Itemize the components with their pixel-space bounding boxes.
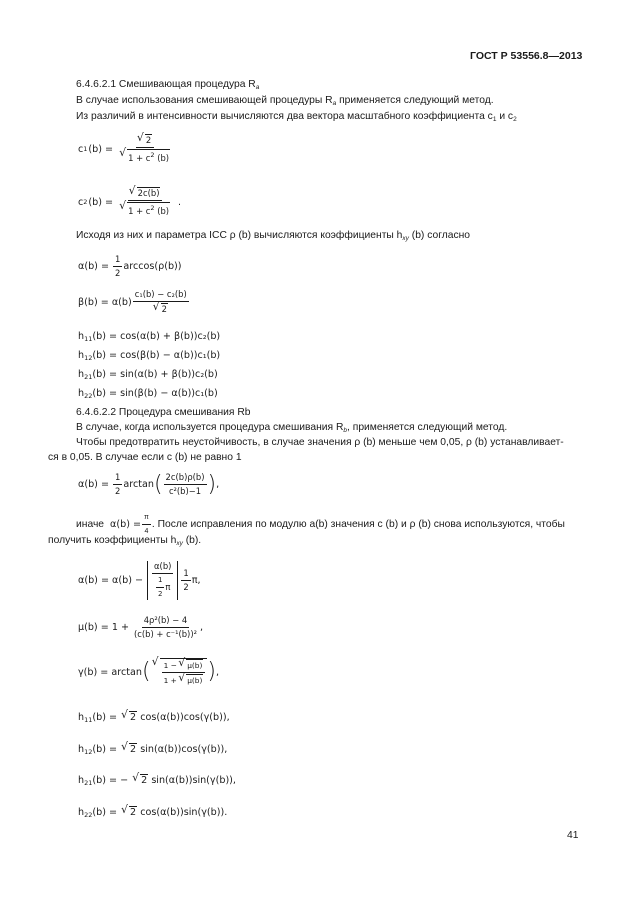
equation-mu: μ(b) = 1 + $\frac{\text{4ρ²(b) − 4}}{\text{(c(b) + c⁻¹(b))²}}$ , [78,615,204,639]
equation-h11-final: $h_{11}(b)$ =√ 2 cos(α(b))cos(γ(b)), [78,711,230,724]
equation-c1: c 1 (b) = √ 2 √ $1 + c^2$ (b) [78,134,173,164]
equation-c2: c 2 (b) = √ 2c(b) √ $1 + c^2$ (b) . [78,187,181,217]
equation-h12-final: $h_{12}(b)$ =√ 2 sin(α(b))cos(γ(b)), [78,743,227,756]
equation-h21: $h_{21}(b) = \sin(\alpha(b) + \beta(b))c_2(b)$ [78,369,218,381]
paragraph-line: ся в 0,05. В случае если c (b) не равно 1 [48,452,242,463]
section-heading-2: 6.4.6.2.2 Процедура смешивания Rb [76,407,251,418]
paragraph-line: Из различий в интенсивности вычисляются два вектора масштабного коэффициента $c_1$ и $c_2$ [76,111,517,123]
paragraph-line: Исходя из них и параметра ICC ρ (b) вычисляются коэффициенты $h_{xy}$ (b) согласно [76,230,471,242]
equation-h12: $h_{12}(b) = \cos(\beta(b) - \alpha(b))c_1(b)$ [78,350,221,362]
equation-beta: β(b) = α(b) c₁(b) − c₂(b) √ 2 [78,289,190,315]
equation-alpha-1: α(b) = $\frac{1}{2}$ arccos(ρ(b)) [78,254,182,278]
page-number: 41 [567,830,579,841]
paragraph-line: иначе α(b) = $\frac{\pi}{4}$ . После исправления по модулю a(b) значения c (b) и ρ (b) снова используются, чтобы [76,514,565,535]
equation-alpha-3: α(b) = α(b) − α(b) $\frac{1}{2}$ π $\frac{1}{2}$ π, [78,561,201,598]
paragraph-line: В случае использования смешивающей процедуры $R_a$ применяется следующий метод. [76,95,494,107]
paragraph-line: получить коэффициенты $h_{xy}$ (b). [48,535,202,547]
equation-h22-final: $h_{22}(b)$ =√ 2 cos(α(b))sin(γ(b)). [78,806,227,819]
paragraph-line: В случае, когда используется процедура смешивания $R_b$, применяется следующий метод. [76,422,508,434]
fraction: √ 2 √ $1 + c^2$ (b) [118,134,172,164]
equation-gamma: γ(b) = arctan ( √ $\frac{1 - √ \mu(b)}{1 + √ \mu(b)}$ ) , [78,658,219,686]
equation-h22: $h_{22}(b) = \sin(\beta(b) - \alpha(b))c_1(b)$ [78,388,218,400]
section-heading-1: 6.4.6.2.1 Смешивающая процедура $R_a$ [76,79,260,91]
document-header: ГОСТ Р 53556.8—2013 [470,50,583,62]
equation-h11: $h_{11}(b) = \cos(\alpha(b) + \beta(b))c_2(b)$ [78,331,221,343]
equation-alpha-2: α(b) = $\frac{1}{2}$ arctan ( $\frac{2c(b)\rho(b)}{\text{c²(b)−1}}$ ) , [78,471,220,497]
equation-h21-final: $h_{21}(b)$ = −√ 2 sin(α(b))sin(γ(b)), [78,774,236,787]
paragraph-line: Чтобы предотвратить неустойчивость, в случае значения ρ (b) меньше чем 0,05, ρ (b) устанавливает- [76,437,564,448]
fraction: √ 2c(b) √ $1 + c^2$ (b) [118,187,172,217]
